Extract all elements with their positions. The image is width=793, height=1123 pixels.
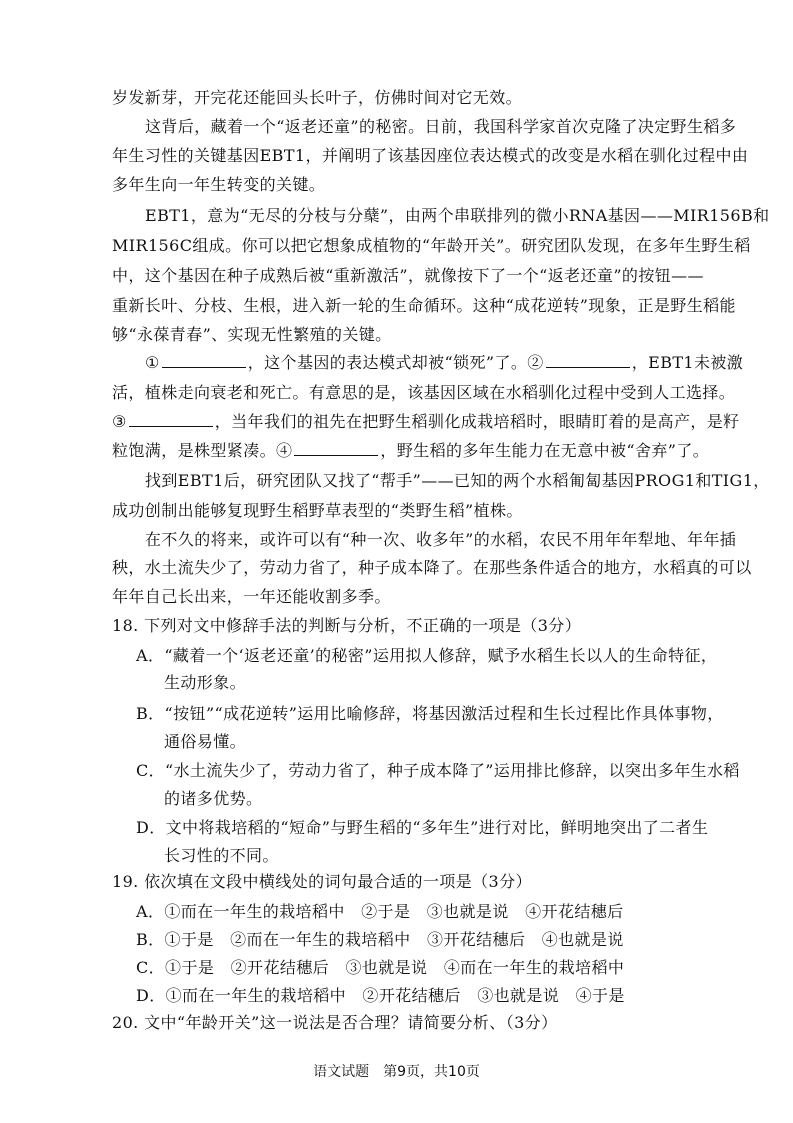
- passage-line: MIR156C组成。你可以把它想象成植物的“年龄开关”。研究团队发现，在多年生野生稻: [112, 236, 751, 255]
- passage-line: 中，这个基因在种子成熟后被“重新激活”，就像按下了一个“返老还童”的按钮——: [112, 266, 704, 285]
- passage-line: 成功创制出能够复现野生稻野草表型的“类野生稻”植株。: [112, 501, 523, 520]
- passage-line: 年生习性的关键基因EBT1，并阐明了该基因座位表达模式的改变是水稻在驯化过程中由: [112, 146, 749, 165]
- passage-line: EBT1，意为“无尽的分枝与分蘖”，由两个串联排列的微小RNA基因——MIR156B和: [145, 206, 770, 225]
- option-c-cont: 的诸多优势。: [164, 789, 263, 808]
- passage-line: 找到EBT1后，研究团队又找了“帮手”——已知的两个水稻匍匐基因PROG1和TIG1，: [145, 471, 770, 490]
- fill-blank: [546, 353, 630, 368]
- option-b: B．“按钮”“成花逆转”运用比喻修辞，将基因激活过程和生长过程比作具体事物，: [136, 704, 724, 723]
- blank-line-text: ，EBT1未被激: [631, 353, 744, 372]
- circled-marker: ①: [145, 353, 160, 372]
- passage-line: 秧，水土流失少了，劳动力省了，种子成本降了。在那些条件适合的地方，水稻真的可以: [112, 558, 752, 577]
- option-b: B．①于是 ②而在一年生的栽培稻中 ③开花结穗后 ④也就是说: [136, 930, 624, 949]
- question-20-stem: 20. 文中“年龄开关”这一说法是否合理？请简要分析、（3分）: [112, 1013, 558, 1032]
- option-c: C．“水土流失少了，劳动力省了，种子成本降了”运用排比修辞，以突出多年生水稻: [136, 761, 740, 780]
- blank-line-text: ，野生稻的多年生能力在无意中被“舍弃”了。: [380, 441, 710, 460]
- option-b-cont: 通俗易懂。: [164, 732, 247, 751]
- passage-line: 活，植株走向衰老和死亡。有意思的是，该基因区域在水稻驯化过程中受到人工选择。: [112, 383, 736, 402]
- option-c: C．①于是 ②开花结穗后 ③也就是说 ④而在一年生的栽培稻中: [136, 958, 625, 977]
- circled-marker: ③: [112, 412, 127, 431]
- option-d: D．①而在一年生的栽培稻中 ②开花结穗后 ③也就是说 ④于是: [136, 986, 625, 1005]
- option-a: A．①而在一年生的栽培稻中 ②于是 ③也就是说 ④开花结穗后: [136, 902, 624, 921]
- blank-line-text: ，这个基因的表达模式却被“锁死”了。②: [247, 353, 544, 372]
- passage-line: 年年自己长出来，一年还能收割多季。: [112, 587, 391, 606]
- passage-line: 够“永葆青春”、实现无性繁殖的关键。: [112, 325, 392, 344]
- option-a: A．“藏着一个‘返老还童’的秘密”运用拟人修辞，赋予水稻生长以人的生命特征，: [136, 646, 718, 665]
- blank-line: [145, 353, 781, 373]
- passage-line: 在不久的将来，或许可以有“种一次、收多年”的水稻，农民不用年年犁地、年年插: [145, 530, 737, 549]
- passage-line: 重新长叶、分枝、生根，进入新一轮的生命循环。这种“成花逆转”现象，正是野生稻能: [112, 296, 736, 315]
- question-19-stem: 19. 依次填在文段中横线处的词句最合适的一项是（3分）: [112, 872, 532, 891]
- blank-line: [112, 441, 748, 461]
- option-d: D．文中将栽培稻的“短命”与野生稻的“多年生”进行对比，鲜明地突出了二者生: [136, 818, 709, 837]
- question-18-stem: 18. 下列对文中修辞手法的判断与分析，不正确的一项是（3分）: [112, 616, 582, 635]
- blank-line-text: ，当年我们的祖先在把野生稻驯化成栽培稻时，眼睛盯着的是高产，是籽: [214, 412, 740, 431]
- fill-blank: [294, 441, 378, 456]
- blank-line: [112, 412, 748, 432]
- fill-blank: [162, 353, 246, 368]
- passage-line: 这背后，藏着一个“返老还童”的秘密。日前，我国科学家首次克隆了决定野生稻多: [145, 117, 737, 136]
- fill-blank: [129, 412, 213, 427]
- passage-line: 多年生向一年生转变的关键。: [112, 175, 326, 194]
- page-footer: 语文试题 第9页，共10页: [313, 1064, 480, 1080]
- passage-line: 岁发新芽，开完花还能回头长叶子，仿佛时间对它无效。: [112, 88, 523, 107]
- option-a-cont: 生动形象。: [164, 673, 247, 692]
- option-d-cont: 长习性的不同。: [164, 846, 279, 865]
- blank-line-text: 粒饱满，是株型紧凑。④: [112, 441, 293, 460]
